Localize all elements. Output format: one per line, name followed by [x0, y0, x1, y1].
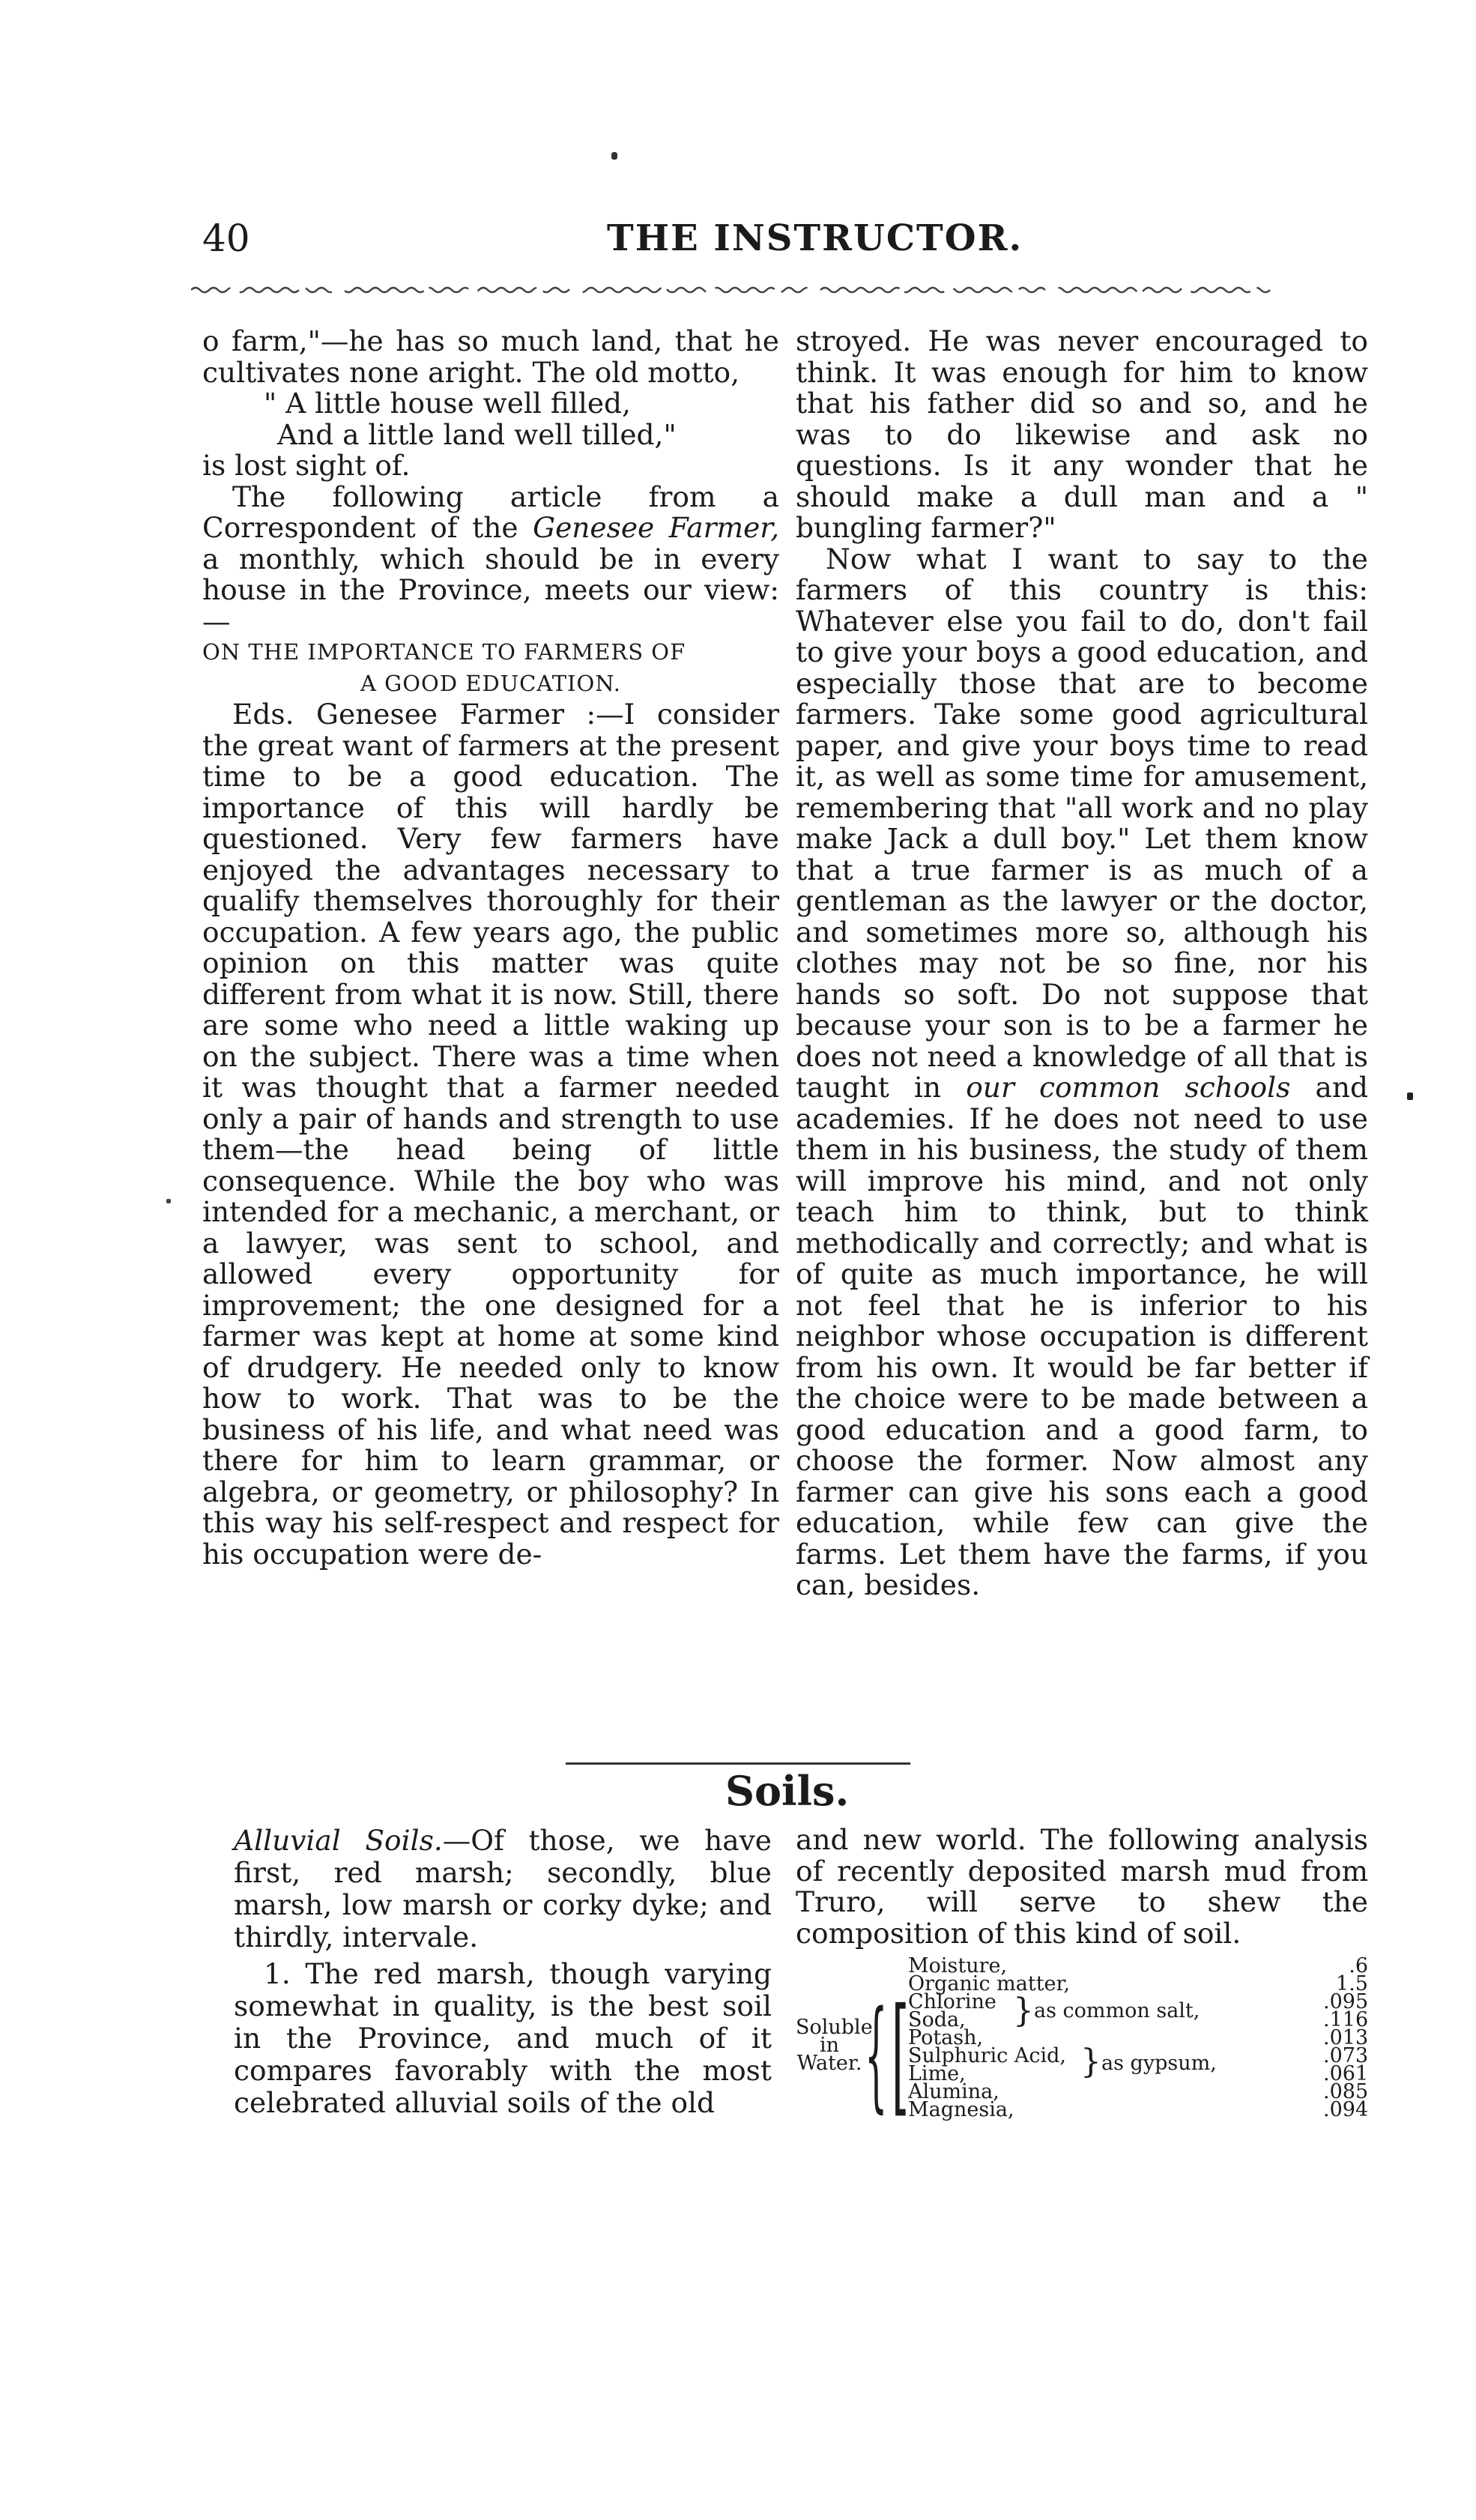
running-title: THE INSTRUCTOR. — [607, 217, 1023, 259]
soil-analysis-table — [796, 1954, 1369, 2137]
soluble-label: Soluble — [796, 2016, 873, 2039]
soils-right-column — [796, 1825, 1368, 1949]
analysis-row-name: Soda, — [908, 2008, 966, 2031]
soils-paragraph: Alluvial Soils.—Of those, we have first, red marsh; secondly, blue marsh, low marsh or corky dyke; and thirdly, intervale. — [234, 1824, 772, 1954]
print-speck — [611, 152, 617, 160]
brace-gypsum: } — [1080, 2043, 1101, 2081]
analysis-row-name: Lime, — [908, 2062, 966, 2085]
article-left-column — [202, 326, 779, 1570]
analysis-row-name: Organic matter, — [908, 1972, 1071, 1995]
print-speck — [166, 1199, 171, 1203]
article-right-column — [796, 326, 1368, 1601]
analysis-row-name: Moisture, — [908, 1954, 1008, 1977]
article-paragraph: is lost sight of. — [202, 449, 411, 482]
analysis-row-value: .073 — [1323, 2044, 1369, 2067]
analysis-note: as gypsum, — [1101, 2052, 1217, 2075]
soils-paragraph: 1. The red marsh, though varying somewhat in quality, is the best soil in the Province, and much of it compares favorably with the most celebrated alluvial soils of the old — [234, 1957, 772, 2119]
article-paragraph: stroyed. He was never encouraged to think. It was enough for him to know that his father did so and so, and he was to do likewise and ask no questions. Is it any wonder that he should make a dull man and a " bungling farmer?" — [796, 324, 1368, 544]
article-heading: ON THE IMPORTANCE TO FARMERS OF A GOOD EDUCATION. — [202, 639, 686, 696]
analysis-row-name: Sulphuric Acid, — [908, 2044, 1066, 2067]
left-brace: [ — [892, 1981, 910, 2130]
decorative-wavy-rule — [191, 283, 1276, 297]
analysis-row-name: Potash, — [908, 2026, 984, 2049]
analysis-row-name: Alumina, — [908, 2080, 999, 2103]
analysis-row-name: Magnesia, — [908, 2098, 1014, 2121]
print-speck — [1407, 1093, 1413, 1100]
poem-line: " A little house well filled, — [264, 387, 631, 420]
article-paragraph: Now what I want to say to the farmers of this country is this: Whatever else you fail to do, don't fail to give your boys a good education, and especially those that are to become farmers. Take some good agricultural paper, and give your boys time to read it, as well as some time for amusement, remembering that "all work and no play make Jack a dull boy." Let them know that a true farmer is as much of a gentleman as the lawyer or the doctor, and sometimes more so, although his clothes may not be so fine, nor his hands so soft. Do not suppose that because your son is to be a farmer he does not need a knowledge of all that is taught in our common schools and academies. If he does not need to use them in his business, the study of them will improve his mind, and not only teach him to think, but to think methodically and correctly; and what is of quite as much importance, he will not feel that he is inferior to his neighbor whose occupation is different from his own. It would be far better if the choice were to be made between a good education and a good farm, to choose the former. Now almost any farmer can give his sons each a good education, while few can give the farms. Let them have the farms, if you can, besides. — [796, 542, 1369, 1601]
left-brace: { — [865, 1984, 888, 2124]
soils-paragraph: and new world. The following analysis of recently deposited marsh mud from Truro, will serve to shew the composition of this kind of soil. — [796, 1823, 1368, 1950]
analysis-row-value: .095 — [1323, 1990, 1369, 2013]
analysis-row-value: .116 — [1323, 2008, 1369, 2031]
article-paragraph: The following article from a Correspondent of the Genesee Farmer, a monthly, which should be in every house in the Province, meets our view:— — [202, 480, 779, 638]
analysis-row-value: .094 — [1323, 2098, 1369, 2121]
analysis-row-name: Chlorine — [908, 1990, 996, 2013]
analysis-note: as common salt, — [1034, 1999, 1200, 2022]
soluble-label: Water. — [796, 2052, 862, 2075]
article-paragraph: Eds. Genesee Farmer :—I consider the great want of farmers at the present time to be a good education. The importance of this will hardly be questioned. Very few farmers have enjoyed the advantages necessary to qualify themselves thoroughly for their occupation. A few years ago, the public opinion on this matter was quite different from what it is now. Still, there are some who need a little waking up on the subject. There was a time when it was thought that a farmer needed only a pair of hands and strength to use them—the head being of little consequence. While the boy who was intended for a mechanic, a merchant, or a lawyer, was sent to school, and allowed every opportunity for improvement; the one designed for a farmer was kept at home at some kind of drudgery. He needed only to know how to work. That was to be the business of his life, and what need was there for him to learn grammar, or algebra, or geometry, or philosophy? In this way his self-respect and respect for his occupation were de- — [202, 698, 779, 1571]
soluble-label: in — [819, 2034, 840, 2057]
soils-left-column — [234, 1825, 772, 2119]
article-paragraph: o farm,"—he has so much land, that he cultivates none aright. The old motto, — [202, 324, 779, 389]
page-number: 40 — [202, 217, 250, 260]
brace-salt: } — [1013, 1992, 1034, 2030]
section-rule — [566, 1762, 910, 1765]
section-title: Soils. — [725, 1767, 850, 1815]
analysis-row-value: .061 — [1323, 2062, 1369, 2085]
analysis-row-value: .085 — [1323, 2080, 1369, 2103]
analysis-row-value: .6 — [1349, 1954, 1368, 1977]
poem-line: And a little land well tilled," — [277, 417, 677, 451]
analysis-row-value: 1.5 — [1336, 1972, 1368, 1995]
analysis-row-value: .013 — [1323, 2026, 1369, 2049]
